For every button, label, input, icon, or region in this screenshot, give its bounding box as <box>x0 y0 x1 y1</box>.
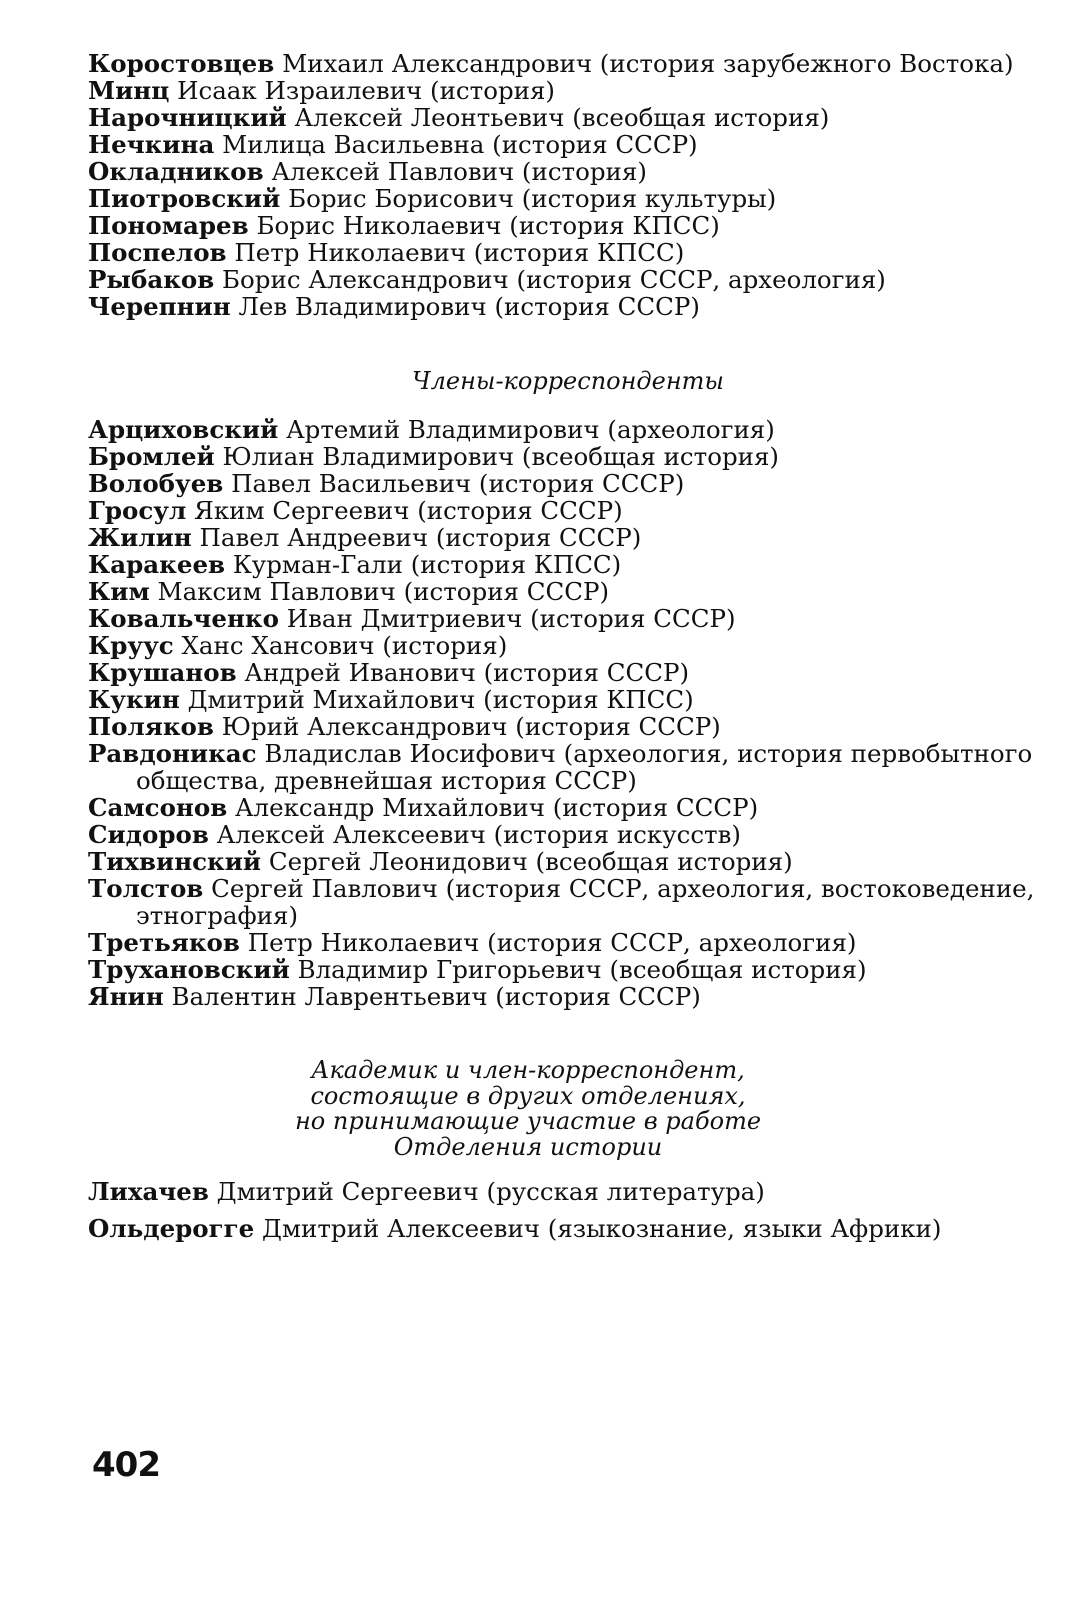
section-title-line: Академик и член-корреспондент, <box>311 1056 745 1084</box>
surname: Толстов <box>88 874 204 903</box>
list-item <box>88 470 1048 497</box>
list-item <box>88 1215 1048 1242</box>
list-item <box>88 821 1048 848</box>
list-item <box>88 983 1048 1010</box>
list-item <box>88 929 1048 956</box>
surname: Круус <box>88 631 174 660</box>
entry-details: Дмитрий Михайлович (история КПСС) <box>179 685 694 714</box>
surname: Жилин <box>88 523 192 552</box>
list-item <box>88 497 1048 524</box>
list-item <box>88 578 1048 605</box>
section-title-other-departments <box>228 1058 828 1160</box>
surname: Минц <box>88 76 170 105</box>
list-item <box>88 1178 1048 1205</box>
surname: Нарочницкий <box>88 103 287 132</box>
list-item <box>88 266 1048 293</box>
corresponding-members-list <box>88 416 1048 1010</box>
entry-details: Алексей Алексеевич (история искусств) <box>208 820 741 849</box>
surname: Равдоникас <box>88 739 257 768</box>
surname: Третьяков <box>88 928 240 957</box>
list-item <box>88 794 1048 821</box>
entry-details: Владислав Иосифович (археология, история первобытного общества, древнейшая история СССР) <box>136 739 1033 795</box>
entry-details: Дмитрий Сергеевич (русская литература) <box>208 1177 765 1206</box>
entry-details: Петр Николаевич (история КПСС) <box>226 238 685 267</box>
entry-details: Петр Николаевич (история СССР, археология) <box>239 928 857 957</box>
surname: Самсонов <box>88 793 228 822</box>
surname: Тихвинский <box>88 847 262 876</box>
surname: Поляков <box>88 712 214 741</box>
entry-details: Борис Борисович (история культуры) <box>280 184 777 213</box>
surname: Черепнин <box>88 292 231 321</box>
surname: Лихачев <box>88 1177 209 1206</box>
surname: Поспелов <box>88 238 227 267</box>
surname: Бромлей <box>88 442 215 471</box>
entry-details: Сергей Павлович (история СССР, археология, востоковедение, этнография) <box>136 874 1035 930</box>
spacer <box>88 320 1048 368</box>
entry-details: Иван Дмитриевич (история СССР) <box>278 604 736 633</box>
entry-details: Павел Андреевич (история СССР) <box>191 523 642 552</box>
entry-details: Исаак Израилевич (история) <box>169 76 555 105</box>
surname: Трухановский <box>88 955 290 984</box>
list-item <box>88 659 1048 686</box>
list-item <box>88 686 1048 713</box>
entry-details: Андрей Иванович (история СССР) <box>236 658 690 687</box>
list-item <box>88 158 1048 185</box>
surname: Крушанов <box>88 658 237 687</box>
entry-details: Владимир Григорьевич (всеобщая история) <box>289 955 867 984</box>
section-title-line: состоящие в других отделениях, <box>310 1081 746 1110</box>
entry-details: Александр Михайлович (история СССР) <box>227 793 759 822</box>
entry-details: Артемий Владимирович (археология) <box>278 415 775 444</box>
surname: Пиотровский <box>88 184 281 213</box>
surname: Каракеев <box>88 550 226 579</box>
entry-details: Дмитрий Алексеевич (языкознание, языки Африки) <box>254 1214 942 1243</box>
entry-details: Валентин Лаврентьевич (история СССР) <box>163 982 701 1011</box>
list-item <box>88 524 1048 551</box>
list-item <box>88 293 1048 320</box>
list-item <box>88 875 1048 929</box>
list-item <box>88 77 1048 104</box>
section-title-line: но принимающие участие в работе <box>294 1107 762 1135</box>
surname: Пономарев <box>88 211 249 240</box>
list-item <box>88 848 1048 875</box>
entry-details: Максим Павлович (история СССР) <box>149 577 610 606</box>
list-item <box>88 956 1048 983</box>
entry-details: Лев Владимирович (история СССР) <box>230 292 700 321</box>
list-item <box>88 131 1048 158</box>
surname: Гросул <box>88 496 187 525</box>
entry-details: Ханс Хансович (история) <box>173 631 508 660</box>
document-page <box>88 50 1048 1242</box>
surname: Волобуев <box>88 469 224 498</box>
list-item <box>88 740 1048 794</box>
list-item <box>88 713 1048 740</box>
surname: Рыбаков <box>88 265 215 294</box>
section-title-corresponding-members: Члены-корреспонденты <box>412 367 724 395</box>
list-item <box>88 551 1048 578</box>
entry-details: Юлиан Владимирович (всеобщая история) <box>214 442 779 471</box>
section-title-line: Отделения истории <box>393 1132 663 1161</box>
surname: Окладников <box>88 157 264 186</box>
entry-details: Алексей Леонтьевич (всеобщая история) <box>286 103 830 132</box>
spacer <box>88 394 1048 416</box>
list-item <box>88 212 1048 239</box>
surname: Коростовцев <box>88 49 275 78</box>
entry-details: Милица Васильевна (история СССР) <box>214 130 698 159</box>
list-item <box>88 632 1048 659</box>
list-item <box>88 104 1048 131</box>
entry-details: Алексей Павлович (история) <box>263 157 647 186</box>
surname: Ким <box>88 577 150 606</box>
entry-details: Михаил Александрович (история зарубежного Востока) <box>274 49 1014 78</box>
surname: Ковальченко <box>88 604 279 633</box>
surname: Янин <box>88 982 164 1011</box>
entry-details: Борис Николаевич (история КПСС) <box>248 211 720 240</box>
spacer <box>88 1010 1048 1058</box>
entry-details: Павел Васильевич (история СССР) <box>223 469 685 498</box>
list-item <box>88 239 1048 266</box>
list-item <box>88 50 1048 77</box>
surname: Арциховский <box>88 415 279 444</box>
entry-details: Борис Александрович (история СССР, археология) <box>214 265 886 294</box>
list-item <box>88 185 1048 212</box>
entry-details: Юрий Александрович (история СССР) <box>213 712 721 741</box>
surname: Ольдерогге <box>88 1214 255 1243</box>
list-item <box>88 605 1048 632</box>
academicians-list <box>88 50 1048 320</box>
list-item <box>88 416 1048 443</box>
page-number: 402 <box>92 1445 160 1485</box>
entry-details: Курман-Гали (история КПСС) <box>225 550 622 579</box>
entry-details: Сергей Леонидович (всеобщая история) <box>261 847 793 876</box>
spacer <box>88 1160 1048 1178</box>
other-members-list <box>88 1178 1048 1242</box>
surname: Кукин <box>88 685 180 714</box>
surname: Сидоров <box>88 820 209 849</box>
entry-details: Яким Сергеевич (история СССР) <box>186 496 623 525</box>
list-item <box>88 443 1048 470</box>
surname: Нечкина <box>88 130 215 159</box>
